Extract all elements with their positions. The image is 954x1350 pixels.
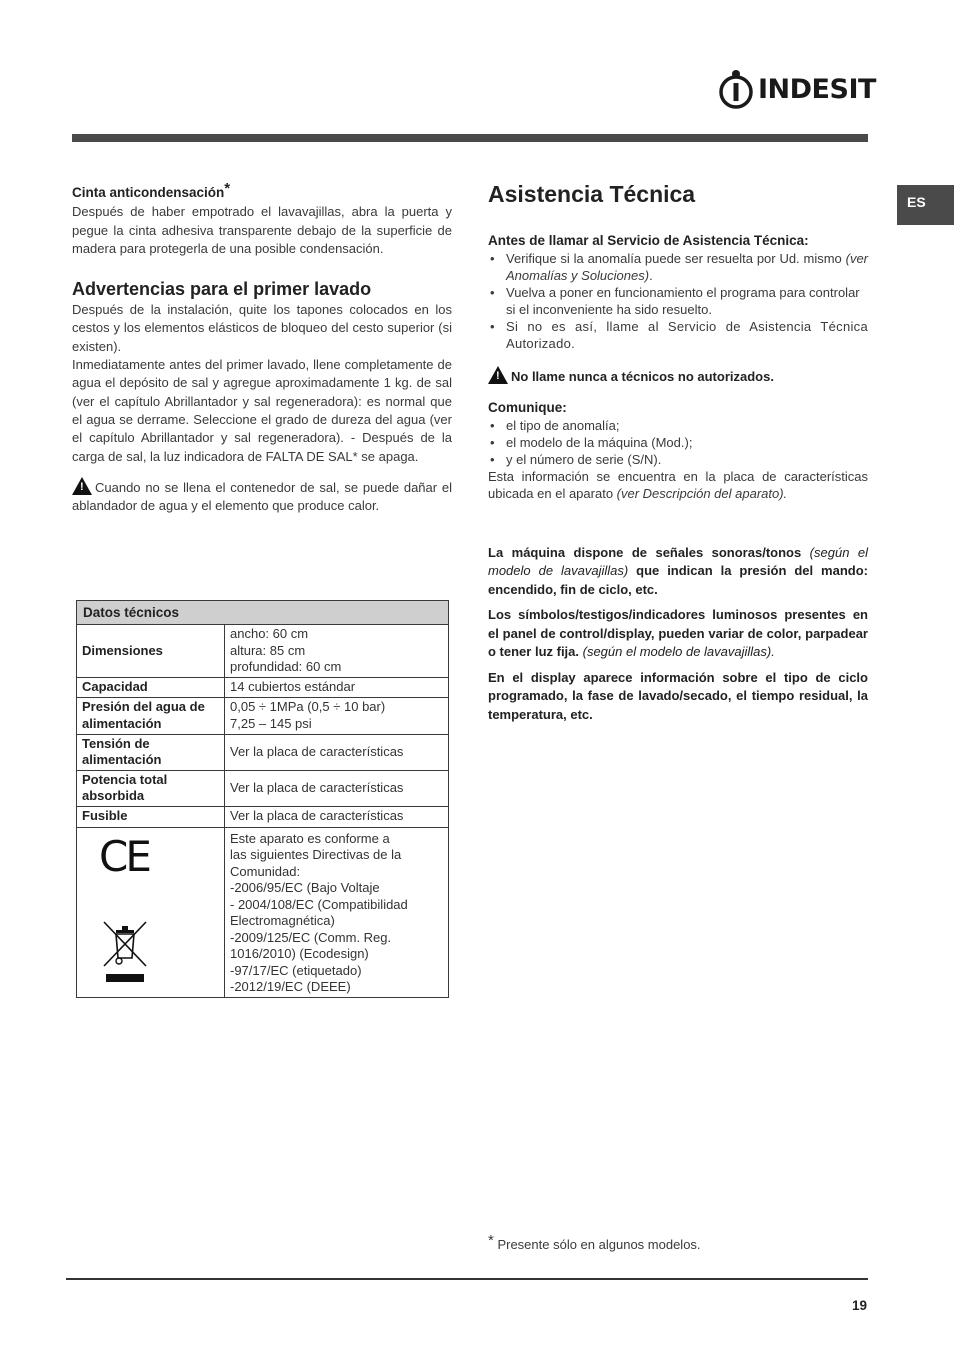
no-call-warning-text: No llame nunca a técnicos no autorizados.: [511, 369, 774, 385]
conformity-line: Electromagnética): [230, 913, 335, 928]
asterisk: *: [224, 180, 231, 197]
spec-value-line: altura: 85 cm: [230, 642, 306, 658]
footnote-text: Presente sólo en algunos modelos.: [493, 1237, 701, 1252]
comunique-title: Comunique:: [488, 399, 567, 415]
simbolos-text: Los símbolos/testigos/indicadores luminosos presentes en el panel de control/display, pueden variar de color, parpadear o tener luz fija.: [488, 607, 868, 660]
spec-label: Tensión de alimentación: [77, 734, 225, 770]
senales-paragraph: [488, 544, 868, 600]
spec-value: [225, 697, 449, 734]
conformity-line: Comunidad:: [230, 863, 301, 879]
spec-label: Capacidad: [77, 677, 225, 697]
before-call-list: [488, 250, 868, 352]
list-item: • el modelo de la máquina (Mod.);: [488, 434, 868, 451]
table-row: [77, 677, 449, 697]
list-item: • Si no es así, llame al Servicio de Asistencia Técnica Autorizado.: [488, 318, 868, 352]
ce-mark-icon: CE: [99, 831, 149, 881]
list-item: [488, 250, 868, 284]
compliance-marks: [77, 827, 225, 997]
footer-rule: [66, 1278, 868, 1280]
senales-text-tail: que indican la presión del mando: encendido, fin de ciclo, etc.: [488, 563, 868, 597]
advertencias-paragraph-2: Inmediatamente antes del primer lavado, llene completamente de agua el depósito de sal y agregue aproximadamente 1 kg. de sal (ver el capítulo Abrillantador y sal regeneradora): es normal que el agua se derrame. Seleccione el grado de dureza del agua (ver el capítulo Abrillantador y sal regeneradora). - Después de la carga de sal, la luz indicadora de FALTA DE SAL* se apaga.: [72, 357, 452, 464]
specs-table: [76, 600, 449, 998]
conformity-line: 1016/2010) (Ecodesign): [230, 946, 369, 961]
list-item-tail: .: [649, 268, 653, 284]
language-tab: ES: [897, 185, 954, 225]
info-text-body: Esta información se encuentra en la placa de características ubicada en el aparato: [488, 468, 868, 501]
no-call-warning: [488, 366, 868, 386]
footnote: [488, 1232, 701, 1252]
table-row: [77, 806, 449, 827]
conformity-line: -97/17/EC (etiquetado): [230, 962, 362, 978]
conformity-line: Este aparato es conforme a: [230, 830, 390, 846]
spec-value-line: ancho: 60 cm: [230, 626, 309, 641]
list-item: • y el número de serie (S/N).: [488, 451, 868, 468]
table-row: [77, 697, 449, 734]
cinta-title-text: Cinta anticondensación: [72, 185, 225, 200]
spec-value: Ver la placa de características: [225, 734, 449, 770]
conformity-line: - 2004/108/EC (Compatibilidad: [230, 896, 408, 912]
footnote-asterisk: *: [488, 1232, 494, 1249]
info-text: [488, 468, 868, 502]
indesit-i-icon: [718, 68, 754, 112]
spec-value-line: 0,05 ÷ 1MPa (0,5 ÷ 10 bar): [230, 699, 386, 714]
senales-ref: (según el modelo de lavavajillas): [488, 544, 868, 579]
simbolos-ref: (según el modelo de lavavajillas).: [582, 644, 775, 660]
cinta-body: Después de haber empotrado el lavavajillas, abra la puerta y pegue la cinta adhesiva transparente debajo de la superficie de madera para protegerla de una posible condensación.: [72, 204, 452, 256]
conformity-line: -2006/95/EC (Bajo Voltaje: [230, 880, 380, 895]
conformity-line: -2012/19/EC (DEEE): [230, 979, 351, 994]
before-call-title: Antes de llamar al Servicio de Asistencia Técnica:: [488, 233, 809, 248]
list-item: • el tipo de anomalía;: [488, 417, 868, 434]
salt-warning: [72, 477, 452, 516]
list-item-ref: (ver Anomalías y Soluciones): [506, 251, 868, 284]
page-number: 19: [852, 1298, 868, 1313]
list-item: • Vuelva a poner en funcionamiento el programa para controlar si el inconveniente ha sido resuelto.: [488, 284, 868, 318]
conformity-text: [225, 827, 449, 997]
spec-value: 14 cubiertos estándar: [225, 677, 449, 697]
spec-value-line: profundidad: 60 cm: [230, 659, 342, 674]
weee-bin-icon: [102, 920, 148, 984]
spec-value-line: 7,25 – 145 psi: [230, 715, 312, 731]
simbolos-paragraph: [488, 606, 868, 662]
spec-label: Fusible: [77, 806, 225, 827]
conformity-line: las siguientes Directivas de la: [230, 847, 402, 862]
specs-header: Datos técnicos: [77, 601, 449, 625]
table-row: [77, 827, 449, 997]
brand-wordmark: INDESIT: [758, 74, 876, 105]
warning-icon: [488, 366, 508, 384]
spec-value: [225, 625, 449, 678]
table-row: [77, 625, 449, 678]
warning-icon: [72, 477, 92, 495]
display-paragraph: En el display aparece información sobre el tipo de ciclo programado, la fase de lavado/secado, el tiempo residual, la temperatura, etc.: [488, 669, 868, 722]
advertencias-heading: Advertencias para el primer lavado: [72, 279, 372, 300]
spec-value: Ver la placa de características: [225, 806, 449, 827]
info-text-ref: (ver Descripción del aparato).: [616, 485, 788, 501]
table-row: [77, 734, 449, 770]
spec-label: Potencia total absorbida: [77, 770, 225, 806]
spec-label: Presión del agua de alimentación: [77, 697, 225, 734]
asistencia-heading: Asistencia Técnica: [488, 181, 696, 207]
right-column: [488, 178, 868, 724]
table-row: [77, 770, 449, 806]
senales-text: La máquina dispone de señales sonoras/tonos: [488, 544, 810, 560]
indesit-logo: [718, 68, 876, 114]
comunique-list: [488, 417, 868, 468]
list-item-text: Verifique si la anomalía puede ser resuelta por Ud. mismo: [506, 251, 846, 267]
salt-warning-text: Cuando no se llena el contenedor de sal, se puede dañar el ablandador de agua y el elemento que produce calor.: [72, 479, 452, 514]
spec-value: Ver la placa de características: [225, 770, 449, 806]
cinta-title: [72, 180, 452, 202]
header-rule: [72, 134, 868, 142]
conformity-line: -2009/125/EC (Comm. Reg.: [230, 929, 392, 945]
spec-label: Dimensiones: [77, 625, 225, 678]
left-column: [72, 178, 452, 515]
advertencias-paragraph-1: Después de la instalación, quite los tapones colocados en los cestos y los elementos elásticos de bloqueo del cesto superior (si existen).: [72, 302, 452, 354]
